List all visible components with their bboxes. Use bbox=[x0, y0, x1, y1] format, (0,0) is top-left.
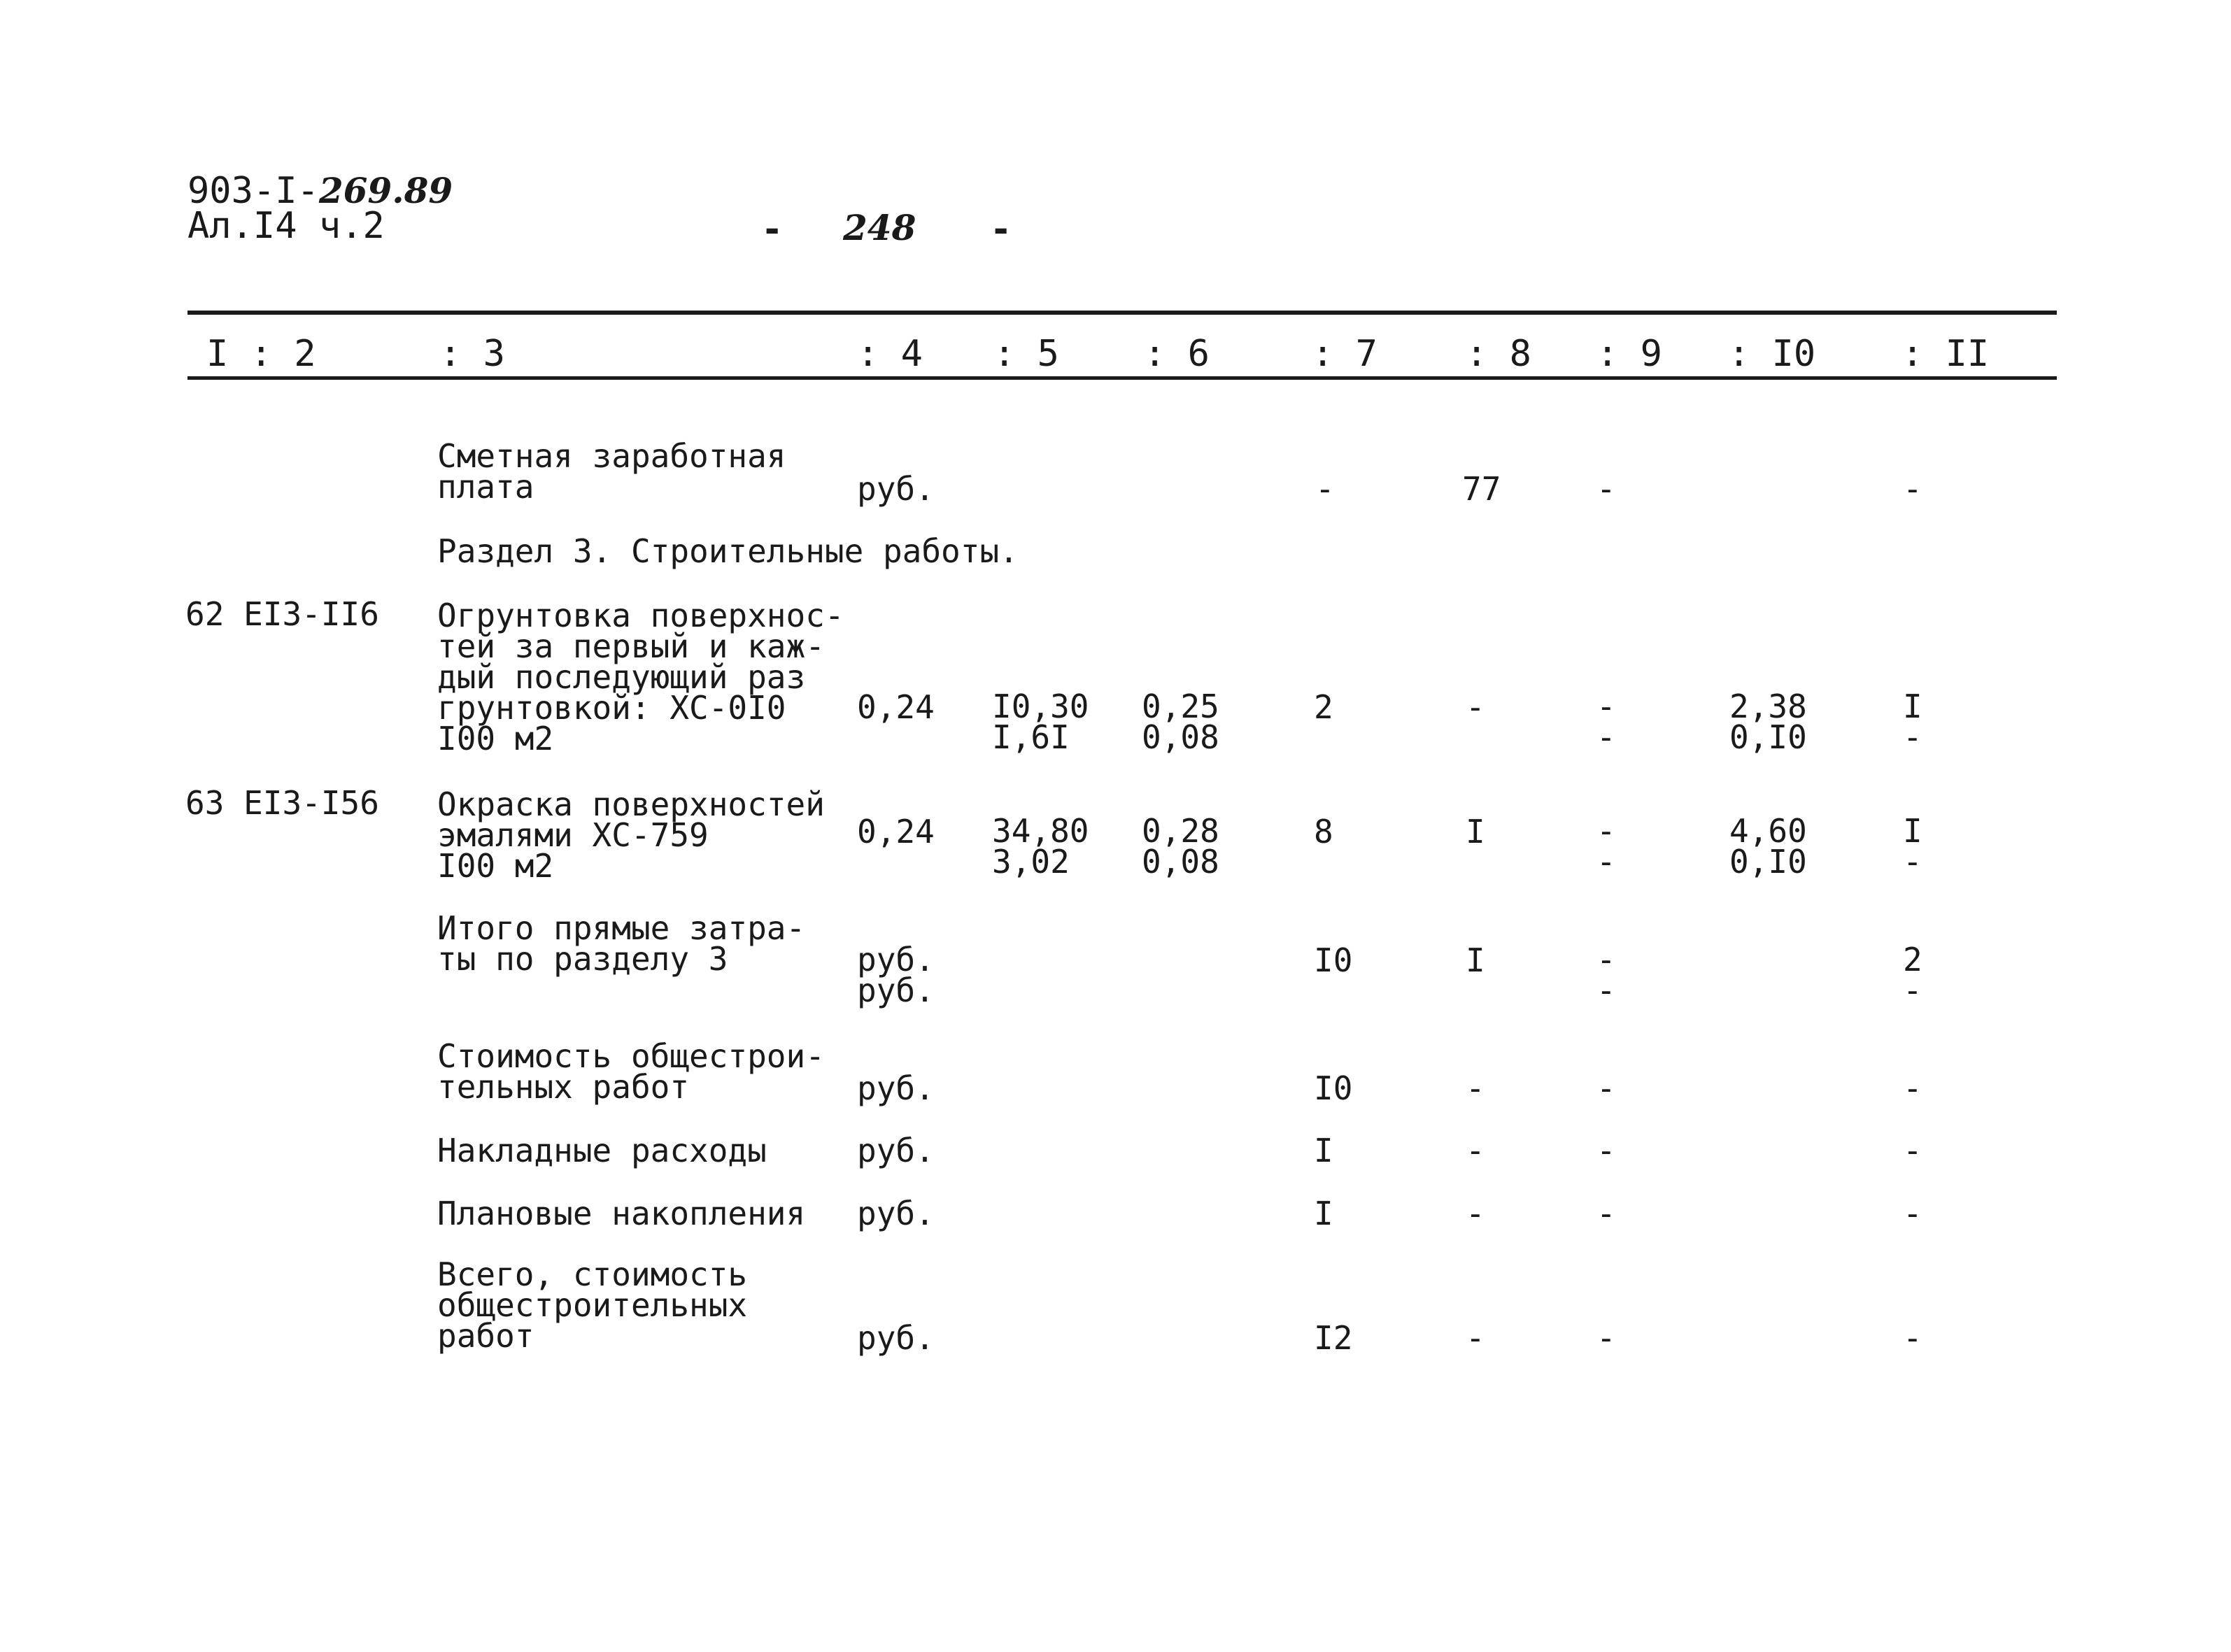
row-63-col9: - - bbox=[1596, 812, 1616, 881]
row-62-col4: 0,24 bbox=[857, 688, 935, 726]
row-63-col6: 0,28 0,08 bbox=[1142, 812, 1219, 881]
row-cost-unit: руб. bbox=[857, 1069, 935, 1107]
row-total-direct-col11: 2 - bbox=[1903, 941, 1922, 1009]
row-63-col5: 34,80 3,02 bbox=[992, 812, 1089, 881]
column-header-11: : II bbox=[1901, 333, 1990, 375]
row-cost-description: Стоимость общестрои- тельных работ bbox=[437, 1037, 825, 1106]
page-dash-right: - bbox=[990, 208, 1012, 250]
document-code-prefix: 903-I- bbox=[187, 170, 319, 212]
column-header-5: : 5 bbox=[993, 333, 1059, 375]
row-62-description: Огрунтовка поверхнос- тей за первый и каж- дый последующий раз грунтовкой: ХС-0I0 I00 м2 bbox=[437, 597, 844, 757]
row-wage-description: Сметная заработная плата bbox=[437, 437, 786, 506]
row-grand-total-unit: руб. bbox=[857, 1319, 935, 1357]
row-cost-col9: - bbox=[1596, 1069, 1616, 1107]
row-63-col4: 0,24 bbox=[857, 813, 935, 850]
row-63-col11: I - bbox=[1903, 812, 1922, 881]
row-overhead-col9: - bbox=[1596, 1132, 1616, 1169]
row-wage-unit: руб. bbox=[857, 470, 935, 508]
page-number: 248 bbox=[843, 207, 916, 248]
row-62-col9: - - bbox=[1596, 688, 1616, 756]
row-63-col10: 4,60 0,I0 bbox=[1729, 812, 1807, 881]
header-rule-top bbox=[187, 311, 2057, 315]
row-total-direct-unit: руб. руб. bbox=[857, 941, 935, 1009]
row-grand-total-col9: - bbox=[1596, 1319, 1616, 1357]
row-63-col8: I bbox=[1466, 813, 1485, 850]
row-total-direct-col8: I bbox=[1466, 941, 1485, 979]
section-title: Раздел 3. Строительные работы. bbox=[437, 532, 1019, 570]
row-planned-col9: - bbox=[1596, 1195, 1616, 1232]
row-63-col7: 8 bbox=[1314, 813, 1333, 850]
row-wage-col7: - bbox=[1315, 470, 1335, 508]
row-cost-col7: I0 bbox=[1314, 1069, 1353, 1107]
column-header-6: : 6 bbox=[1144, 333, 1210, 375]
column-header-4: : 4 bbox=[857, 333, 923, 375]
row-grand-total-col7: I2 bbox=[1314, 1319, 1353, 1357]
row-62-col6: 0,25 0,08 bbox=[1142, 688, 1219, 756]
row-overhead-description: Накладные расходы bbox=[437, 1132, 767, 1169]
row-total-direct-description: Итого прямые затра- ты по разделу 3 bbox=[437, 909, 806, 978]
row-wage-col9: - bbox=[1596, 470, 1616, 508]
column-header-9: : 9 bbox=[1596, 333, 1662, 375]
row-grand-total-col11: - bbox=[1903, 1319, 1922, 1357]
column-header-8: : 8 bbox=[1466, 333, 1531, 375]
row-62-col10: 2,38 0,I0 bbox=[1729, 688, 1807, 756]
row-overhead-col7: I bbox=[1314, 1132, 1333, 1169]
row-62-col11: I - bbox=[1903, 688, 1922, 756]
row-planned-col11: - bbox=[1903, 1195, 1922, 1232]
row-overhead-unit: руб. bbox=[857, 1132, 935, 1169]
row-planned-description: Плановые накопления bbox=[437, 1195, 806, 1232]
row-cost-col11: - bbox=[1903, 1069, 1922, 1107]
row-wage-col8: 77 bbox=[1462, 470, 1501, 508]
column-header-10: : I0 bbox=[1728, 333, 1816, 375]
header-rule-bottom bbox=[187, 376, 2057, 380]
column-header-7: : 7 bbox=[1312, 333, 1377, 375]
row-total-direct-col9: - - bbox=[1596, 941, 1616, 1009]
row-overhead-col8: - bbox=[1466, 1132, 1485, 1169]
row-62-col8: - bbox=[1466, 688, 1485, 726]
row-62-col7: 2 bbox=[1314, 688, 1333, 726]
column-header-3: : 3 bbox=[439, 333, 505, 375]
row-62-code: 62 EI3-II6 bbox=[185, 595, 379, 633]
row-wage-col11: - bbox=[1903, 470, 1922, 508]
column-header-1-2: I : 2 bbox=[206, 333, 316, 375]
row-cost-col8: - bbox=[1466, 1069, 1485, 1107]
row-63-description: Окраска поверхностей эмалями ХС-759 I00 м2 bbox=[437, 785, 825, 885]
row-overhead-col11: - bbox=[1903, 1132, 1922, 1169]
page-dash-left: - bbox=[761, 208, 784, 250]
row-total-direct-col7: I0 bbox=[1314, 941, 1353, 979]
row-planned-col7: I bbox=[1314, 1195, 1333, 1232]
row-planned-unit: руб. bbox=[857, 1195, 935, 1232]
document-code-handwritten: 269.89 bbox=[318, 170, 453, 211]
row-planned-col8: - bbox=[1466, 1195, 1485, 1232]
album-label: Ал.I4 ч.2 bbox=[187, 205, 385, 247]
row-63-code: 63 EI3-I56 bbox=[185, 784, 379, 822]
row-62-col5: I0,30 I,6I bbox=[992, 688, 1089, 756]
document-code bbox=[187, 170, 453, 212]
row-grand-total-col8: - bbox=[1466, 1319, 1485, 1357]
row-grand-total-description: Всего, стоимость общестроительных работ bbox=[437, 1255, 748, 1355]
